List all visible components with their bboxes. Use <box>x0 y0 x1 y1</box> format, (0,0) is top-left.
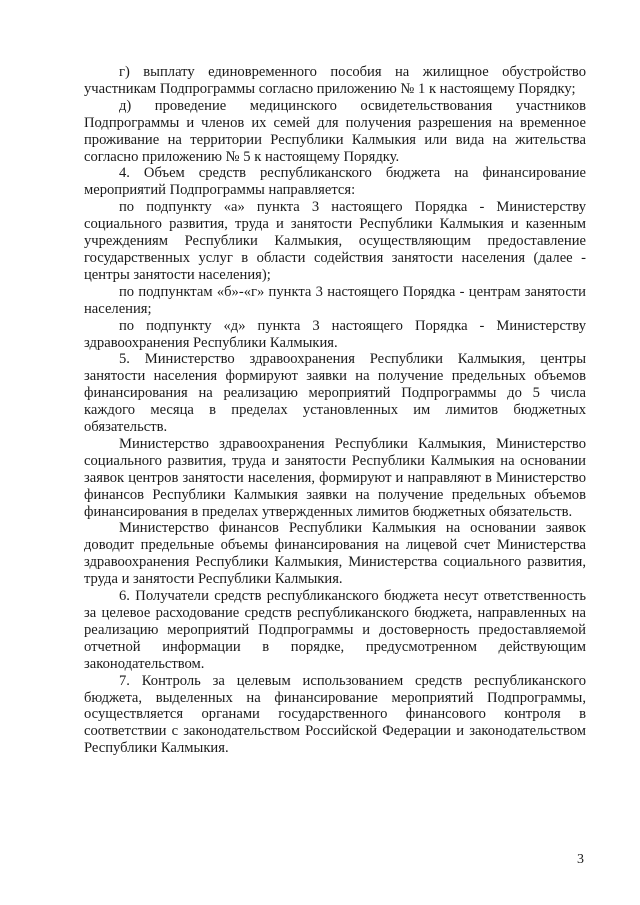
paragraph-5-finance: Министерство финансов Республики Калмыкия на основании заявок доводит предельные объемы финансирования на лицевой счет Министерства здравоохранения Республики Калмыкия, Министерства социального развития, труда и занятости Республики Калмыкия. <box>84 520 586 588</box>
paragraph-5: 5. Министерство здравоохранения Республики Калмыкия, центры занятости населения формируют заявки на получение предельных объемов финансирования на реализацию мероприятий Подпрограммы до 5 числа каждого месяца в пределах установленных им лимитов бюджетных обязательств. <box>84 351 586 436</box>
paragraph-4-a: по подпункту «а» пункта 3 настоящего Порядка - Министерству социального развития, труда и занятости Республики Калмыкия и казенным учреждениям Республики Калмыкия, осуществляющим предоставление государственных услуг в области содействия занятости населения (далее - центры занятости населения); <box>84 199 586 283</box>
paragraph-g: г) выплату единовременного пособия на жилищное обустройство участникам Подпрограммы согласно приложению № 1 к настоящему Порядку; <box>84 64 586 97</box>
paragraph-5-ministries: Министерство здравоохранения Республики Калмыкия, Министерство социального развития, труда и занятости Республики Калмыкия на основании заявок центров занятости населения, формируют и направляют в Министерство финансов Республики Калмыкия заявки на получение предельных объемов финансирования в пределах утвержденных лимитов бюджетных обязательств. <box>84 435 586 520</box>
paragraph-4: 4. Объем средств республиканского бюджета на финансирование мероприятий Подпрограммы направляется: <box>84 165 586 199</box>
page-number: 3 <box>577 852 584 867</box>
paragraph-d: д) проведение медицинского освидетельствования участников Подпрограммы и членов их семей для получения разрешения на временное проживание на территории Республики Калмыкия или вида на жительства согласно приложению № 5 к настоящему Порядку. <box>84 97 586 165</box>
paragraph-6: 6. Получатели средств республиканского бюджета несут ответственность за целевое расходование средств республиканского бюджета, направленных на реализацию мероприятий Подпрограммы и достоверность предоставляемой отчетной информации в порядке, предусмотренном действующим законодательством. <box>84 588 586 672</box>
paragraph-7: 7. Контроль за целевым использованием средств республиканского бюджета, выделенных на финансирование мероприятий Подпрограммы, осуществляется органами государственного финансового контроля в соответствии с законодательством Российской Федерации и законодательством Республики Калмыкия. <box>84 672 586 757</box>
paragraph-4-b-g: по подпунктам «б»-«г» пункта 3 настоящего Порядка - центрам занятости населения; <box>84 283 586 317</box>
document-body <box>84 64 586 757</box>
paragraph-4-d: по подпункту «д» пункта 3 настоящего Порядка - Министерству здравоохранения Республики Калмыкия. <box>84 317 586 351</box>
